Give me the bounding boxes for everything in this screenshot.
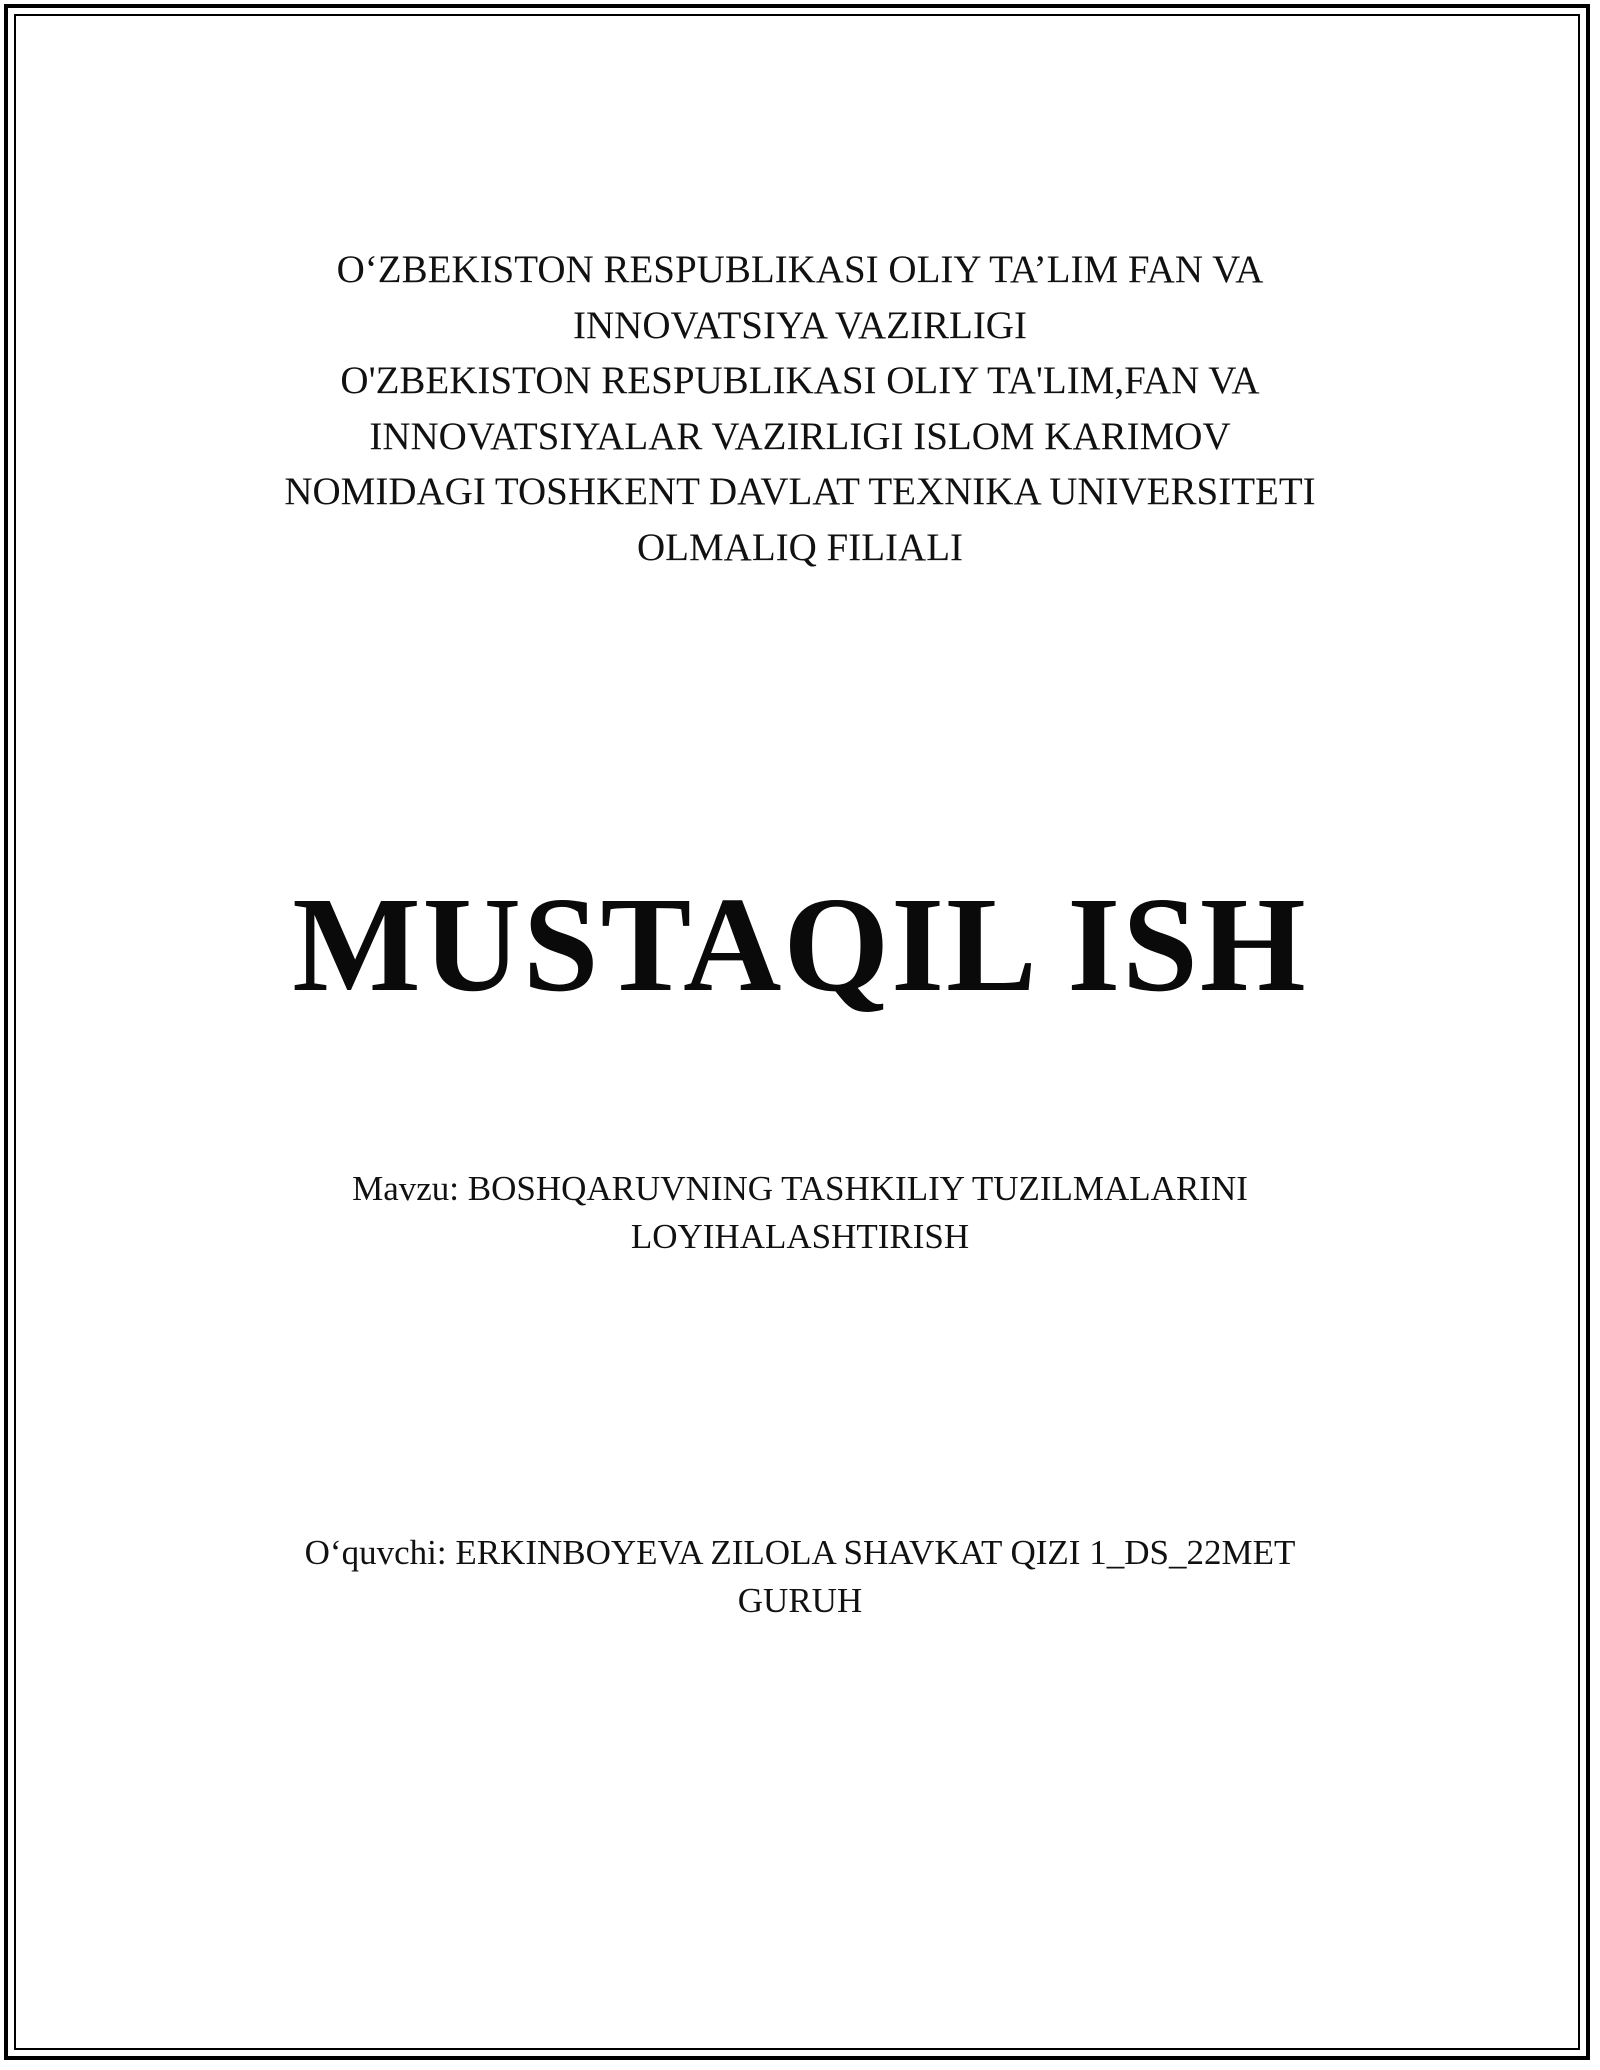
header-line: INNOVATSIYA VAZIRLIGI (573, 303, 1027, 347)
header-line: NOMIDAGI TOSHKENT DAVLAT TEXNIKA UNIVERSITETI (284, 470, 1316, 513)
header-line: O'ZBEKISTON RESPUBLIKASI OLIY TA'LIM,FAN VA (340, 359, 1260, 402)
institution-header (0, 242, 1600, 575)
author-line: O‘quvchi: ERKINBOYEVA ZILOLA SHAVKAT QIZI 1_DS_22MET (304, 1533, 1296, 1572)
author-block (0, 1529, 1600, 1625)
topic-line: LOYIHALASHTIRISH (630, 1217, 970, 1256)
document-title: MUSTAQIL ISH (292, 870, 1308, 1020)
author-line: GURUH (737, 1581, 863, 1620)
header-line: OLMALIQ FILIALI (636, 525, 963, 569)
topic-line: Mavzu: BOSHQARUVNING TASHKILIY TUZILMALARINI (352, 1169, 1248, 1208)
topic-block (0, 1165, 1600, 1261)
header-line: INNOVATSIYALAR VAZIRLIGI ISLOM KARIMOV (369, 414, 1231, 458)
header-line: O‘ZBEKISTON RESPUBLIKASI OLIY TA’LIM FAN VA (336, 248, 1264, 291)
